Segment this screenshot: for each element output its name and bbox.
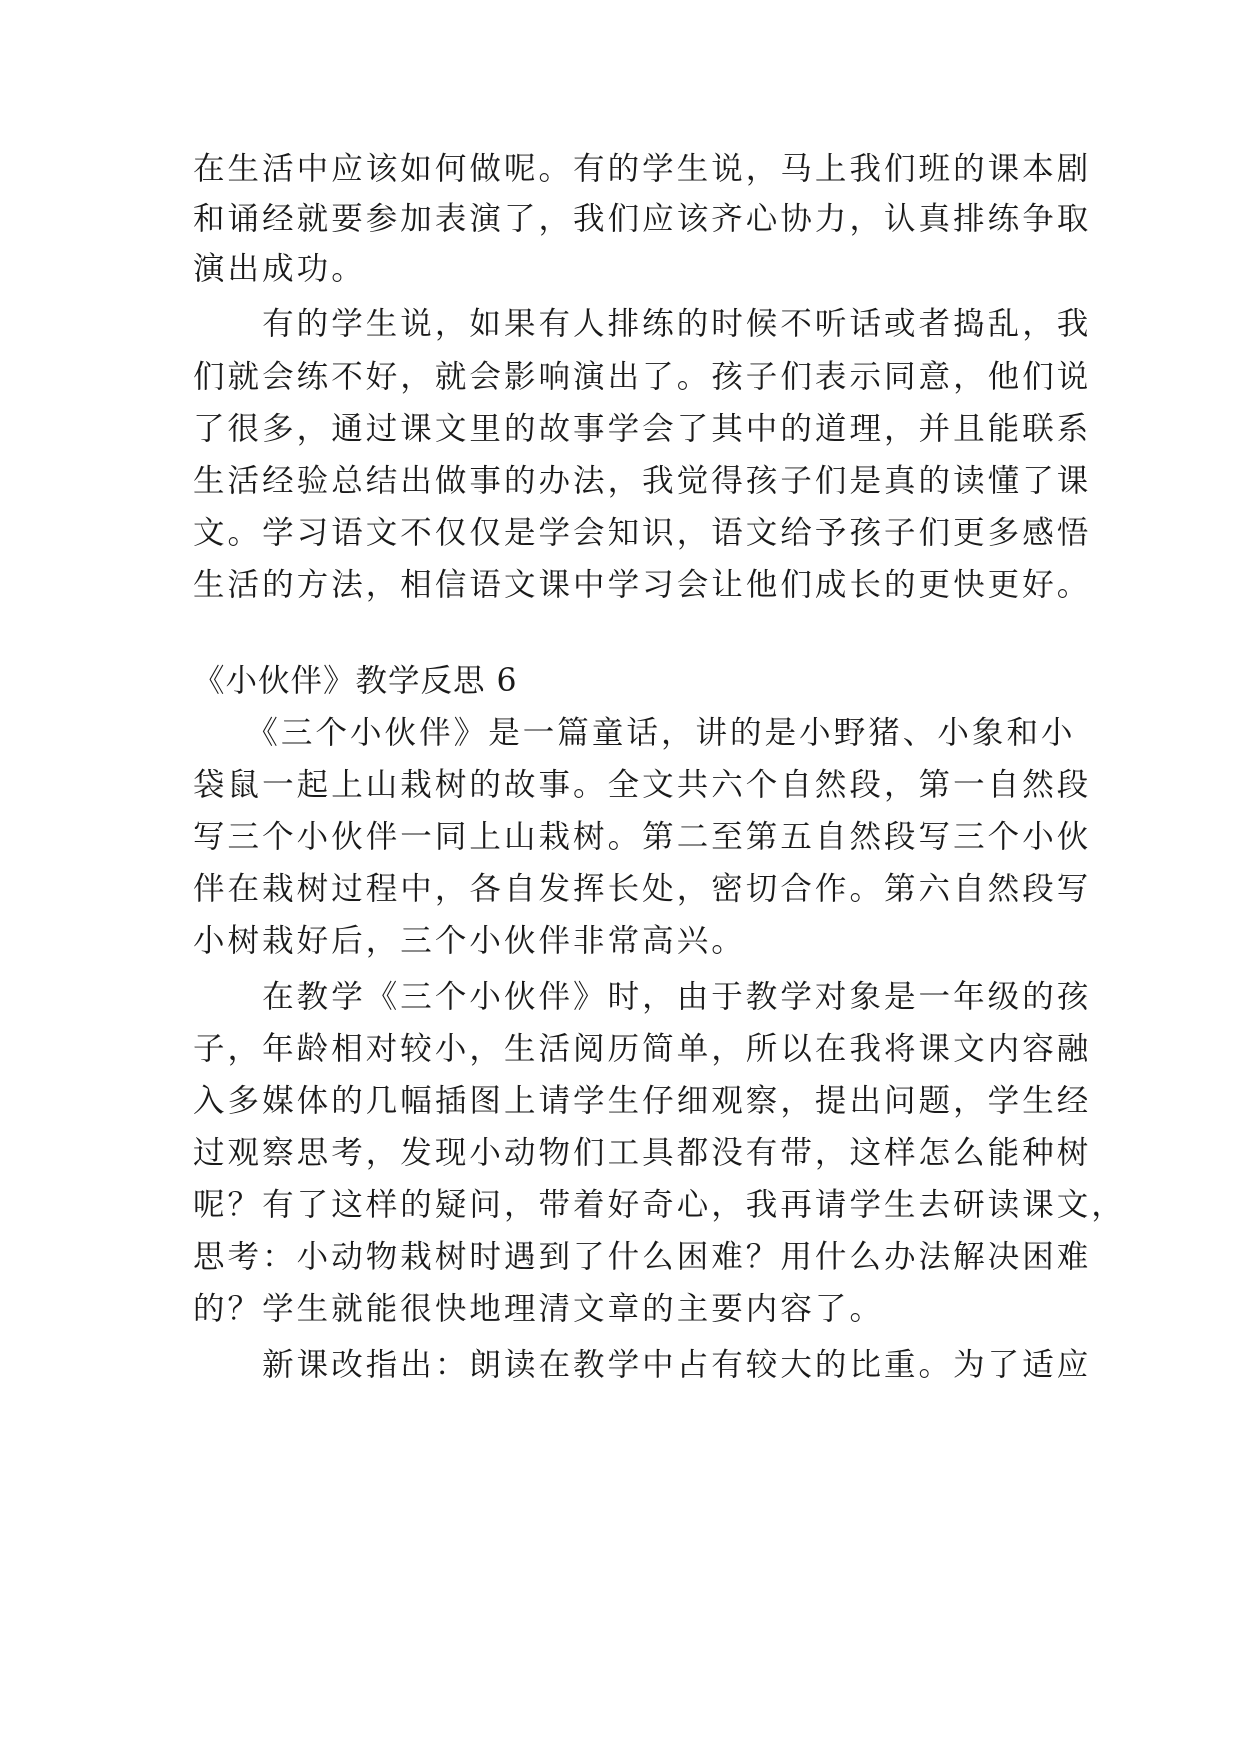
paragraph-line: 了很多，通过课文里的故事学会了其中的道理，并且能联系 [193, 411, 1092, 447]
paragraph-line: 们就会练不好，就会影响演出了。孩子们表示同意，他们说 [193, 359, 1092, 395]
paragraph-line: 《三个小伙伴》是一篇童话，讲的是小野猪、小象和小 [193, 715, 1076, 751]
paragraph-line: 袋鼠一起上山栽树的故事。全文共六个自然段，第一自然段 [193, 767, 1092, 803]
paragraph-line: 和诵经就要参加表演了，我们应该齐心协力，认真排练争取 [193, 201, 1092, 237]
paragraph-line: 生活经验总结出做事的办法，我觉得孩子们是真的读懂了课 [193, 463, 1092, 499]
paragraph-line: 演出成功。 [193, 251, 366, 287]
paragraph-line: 写三个小伙伴一同上山栽树。第二至第五自然段写三个小伙 [193, 819, 1092, 855]
paragraph-line: 的？学生就能很快地理清文章的主要内容了。 [193, 1291, 885, 1327]
paragraph-line: 入多媒体的几幅插图上请学生仔细观察，提出问题，学生经 [193, 1083, 1092, 1119]
paragraph-line: 伴在栽树过程中，各自发挥长处，密切合作。第六自然段写 [193, 871, 1092, 907]
paragraph-line: 在教学《三个小伙伴》时，由于教学对象是一年级的孩 [193, 979, 1092, 1015]
paragraph-line: 在生活中应该如何做呢。有的学生说，马上我们班的课本剧 [193, 151, 1092, 187]
paragraph-line: 小树栽好后，三个小伙伴非常高兴。 [193, 923, 746, 959]
paragraph-line: 文。学习语文不仅仅是学会知识，语文给予孩子们更多感悟 [193, 515, 1092, 551]
paragraph-line: 过观察思考，发现小动物们工具都没有带，这样怎么能种树 [193, 1135, 1092, 1171]
paragraph-line: 呢？有了这样的疑问，带着好奇心，我再请学生去研读课文， [193, 1187, 1126, 1223]
paragraph-line: 新课改指出：朗读在教学中占有较大的比重。为了适应 [193, 1347, 1092, 1383]
paragraph-line: 思考：小动物栽树时遇到了什么困难？用什么办法解决困难 [193, 1239, 1092, 1275]
paragraph-line: 子，年龄相对较小，生活阅历简单，所以在我将课文内容融 [193, 1031, 1092, 1067]
paragraph-line: 有的学生说，如果有人排练的时候不听话或者捣乱，我 [193, 306, 1092, 342]
section-heading: 《小伙伴》教学反思 6 [193, 663, 518, 699]
paragraph-line: 生活的方法，相信语文课中学习会让他们成长的更快更好。 [193, 567, 1092, 603]
